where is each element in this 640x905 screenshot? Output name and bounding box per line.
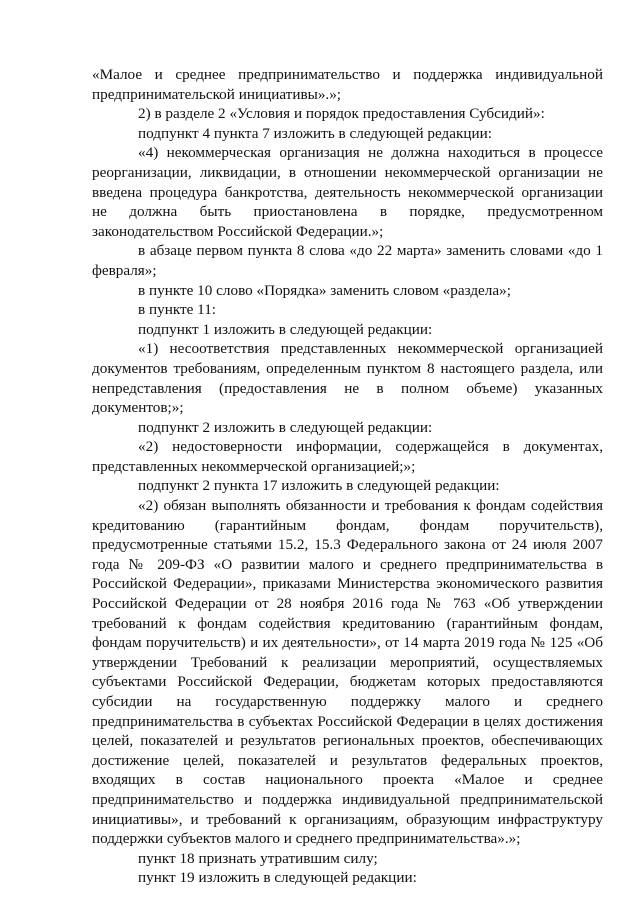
paragraph-subitem-1-text: «1) несоответствия представленных некоммерческой организацией документов требованиям, определенным пунктом 8 настоящего раздела, или непредставления (предоставления не в полном объеме) указанных документов;»; [92, 340, 603, 417]
paragraph-point-11: в пункте 11: [138, 301, 217, 319]
paragraph-point-10-change: в пункте 10 слово «Порядка» заменить словом «раздела»; [138, 281, 511, 299]
paragraph-subitem-2-heading: подпункт 2 изложить в следующей редакции: [138, 418, 433, 436]
paragraph-subitem-2-text: «2) недостоверности информации, содержащейся в документах, представленных некоммерческой организацией;»; [92, 438, 603, 475]
paragraph-point-19: пункт 19 изложить в следующей редакции: [138, 869, 417, 887]
paragraph-subitem-4-point-7: подпункт 4 пункта 7 изложить в следующей редакции: [138, 124, 492, 142]
paragraph-point-8-change: в абзаце первом пункта 8 слова «до 22 марта» заменить словами «до 1 февраля»; [92, 242, 603, 279]
document-page [92, 65, 603, 888]
paragraph-point-17-heading: подпункт 2 пункта 17 изложить в следующей редакции: [138, 477, 500, 495]
paragraph-subitem-1-heading: подпункт 1 изложить в следующей редакции: [138, 320, 433, 338]
paragraph-item-2-section-2: 2) в разделе 2 «Условия и порядок предоставления Субсидий»: [138, 105, 545, 123]
paragraph-subitem-4-text: «4) некоммерческая организация не должна находиться в процессе реорганизации, ликвидации, в отношении некоммерческой организации не введена процедура банкротства, деятельность некоммерческой организации не должна быть приостановлена в порядке, предусмотренном законодательством Российской Федерации.»; [92, 144, 603, 240]
paragraph-project-name: «Малое и среднее предпринимательство и поддержка индивидуальной предпринимательской инициативы».»; [92, 66, 603, 103]
paragraph-point-17-text: «2) обязан выполнять обязанности и требования к фондам содействия кредитованию (гарантийным фондам, фондам поручительств), предусмотренные статьями 15.2, 15.3 Федерального закона от 24 июля 2007 года № 209-ФЗ «О развитии малого и среднего предпринимательства в Российской Федерации», приказами Министерства экономического развития Российской Федерации от 28 ноября 2016 года № 763 «Об утверждении требований к фондам содействия кредитованию (гарантийным фондам, фондам поручительств) и их деятельности», от 14 марта 2019 года № 125 «Об утверждении Требований к реализации мероприятий, осуществляемых субъектами Российской Федерации, бюджетам которых предоставляются субсидии на государственную поддержку малого и среднего предпринимательства в субъектах Российской Федерации в целях достижения целей, показателей и результатов региональных проектов, обеспечивающих достижение целей, показателей и результатов федеральных проектов, входящих в состав национального проекта «Малое и среднее предпринимательство и поддержка индивидуальной предпринимательской инициативы», и требований к организациям, образующим инфраструктуру поддержки субъектов малого и среднего предпринимательства».»; [92, 497, 603, 848]
paragraph-point-18: пункт 18 признать утратившим силу; [138, 849, 378, 867]
